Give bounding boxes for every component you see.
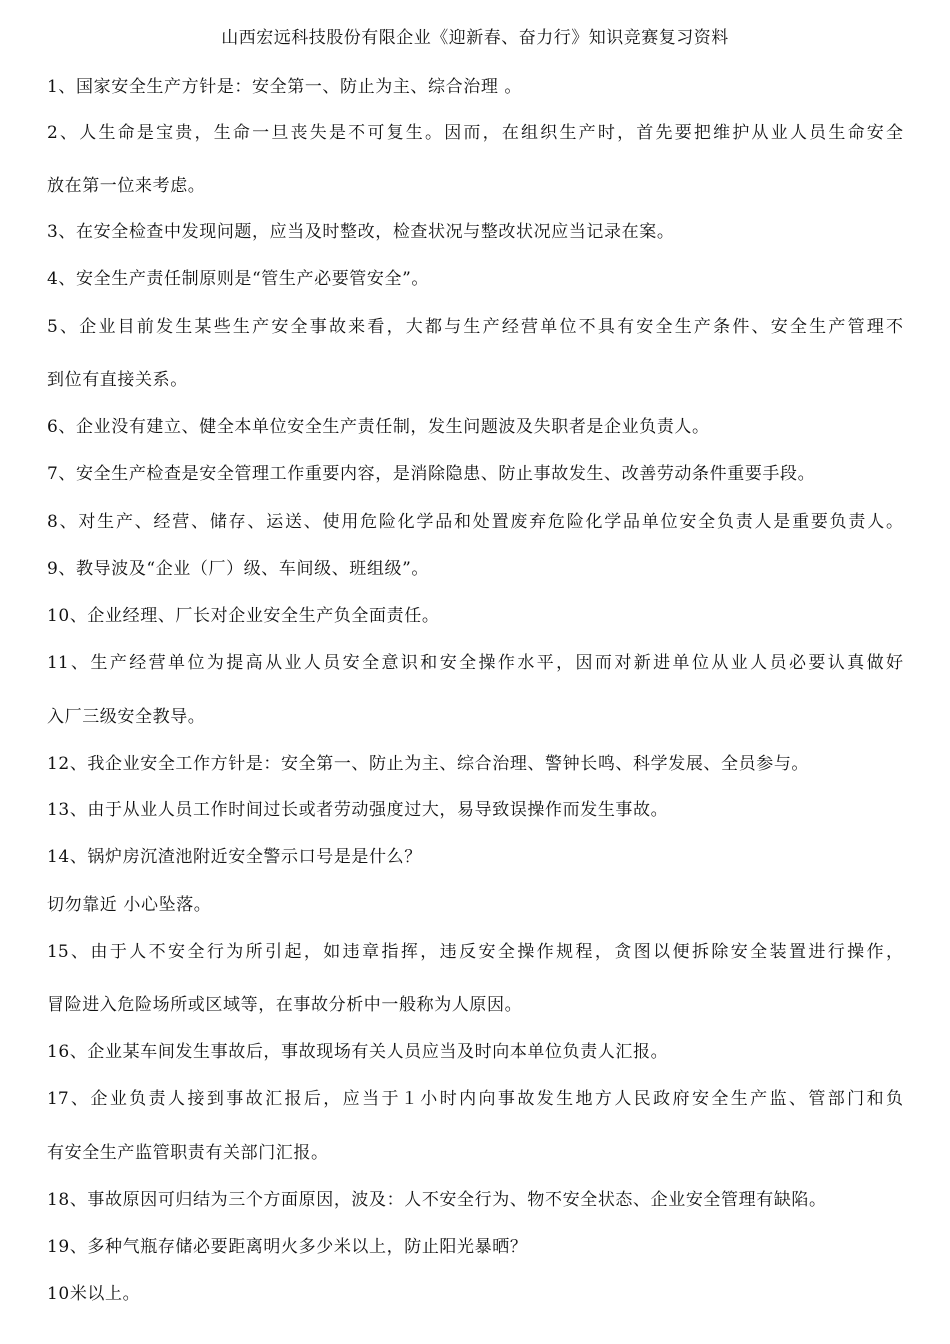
text-line-5b: 到位有直接关系。 <box>47 370 188 390</box>
text-line-5a: 5、企业目前发生某些生产安全事故来看，大都与生产经营单位不具有安全生产条件、安全生产管理不 <box>47 317 903 337</box>
text-line-18: 18、事故原因可归结为三个方面原因，波及：人不安全行为、物不安全状态、企业安全管理有缺陷。 <box>47 1190 827 1210</box>
text-line-19-answer: 10米以上。 <box>47 1284 141 1304</box>
text-line-8: 8、对生产、经营、储存、运送、使用危险化学品和处置废弃危险化学品单位安全负责人是重要负责人。 <box>47 512 903 532</box>
text-line-6: 6、企业没有建立、健全本单位安全生产责任制，发生问题波及失职者是企业负责人。 <box>47 417 710 437</box>
text-line-11a: 11、生产经营单位为提高从业人员安全意识和安全操作水平，因而对新进单位从业人员必要认真做好 <box>47 653 903 673</box>
text-line-9: 9、教导波及“企业（厂）级、车间级、班组级”。 <box>47 559 429 579</box>
text-line-17b: 有安全生产监管职责有关部门汇报。 <box>47 1143 329 1163</box>
text-line-12: 12、我企业安全工作方针是：安全第一、防止为主、综合治理、警钟长鸣、科学发展、全员参与。 <box>47 754 810 774</box>
text-line-19: 19、多种气瓶存储必要距离明火多少米以上，防止阳光暴晒？ <box>47 1237 528 1257</box>
text-line-10: 10、企业经理、厂长对企业安全生产负全面责任。 <box>47 606 440 626</box>
text-line-7: 7、安全生产检查是安全管理工作重要内容，是消除隐患、防止事故发生、改善劳动条件重要手段。 <box>47 464 816 484</box>
text-line-17a: 17、企业负责人接到事故汇报后，应当于１小时内向事故发生地方人民政府安全生产监、管部门和负 <box>47 1089 903 1109</box>
page-title: 山西宏远科技股份有限企业《迎新春、奋力行》知识竞赛复习资料 <box>221 28 729 48</box>
text-line-3: 3、在安全检查中发现问题，应当及时整改，检查状况与整改状况应当记录在案。 <box>47 222 675 242</box>
text-line-15a: 15、由于人不安全行为所引起，如违章指挥，违反安全操作规程，贪图以便拆除安全装置进行操作， <box>47 942 903 962</box>
text-line-15b: 冒险进入危险场所或区域等，在事故分析中一般称为人原因。 <box>47 995 523 1015</box>
text-line-14-answer: 切勿靠近 小心坠落。 <box>47 895 212 915</box>
text-line-4: 4、安全生产责任制原则是“管生产必要管安全”。 <box>47 269 429 289</box>
text-line-1: 1、国家安全生产方针是：安全第一、防止为主、综合治理 。 <box>47 77 523 97</box>
text-line-16: 16、企业某车间发生事故后，事故现场有关人员应当及时向本单位负责人汇报。 <box>47 1042 669 1062</box>
text-line-14: 14、锅炉房沉渣池附近安全警示口号是是什么？ <box>47 847 422 867</box>
text-line-2b: 放在第一位来考虑。 <box>47 176 206 196</box>
text-line-13: 13、由于从业人员工作时间过长或者劳动强度过大，易导致误操作而发生事故。 <box>47 800 669 820</box>
text-line-11b: 入厂三级安全教导。 <box>47 707 206 727</box>
text-line-2a: 2、人生命是宝贵，生命一旦丧失是不可复生。因而，在组织生产时，首先要把维护从业人员生命安全 <box>47 123 903 143</box>
